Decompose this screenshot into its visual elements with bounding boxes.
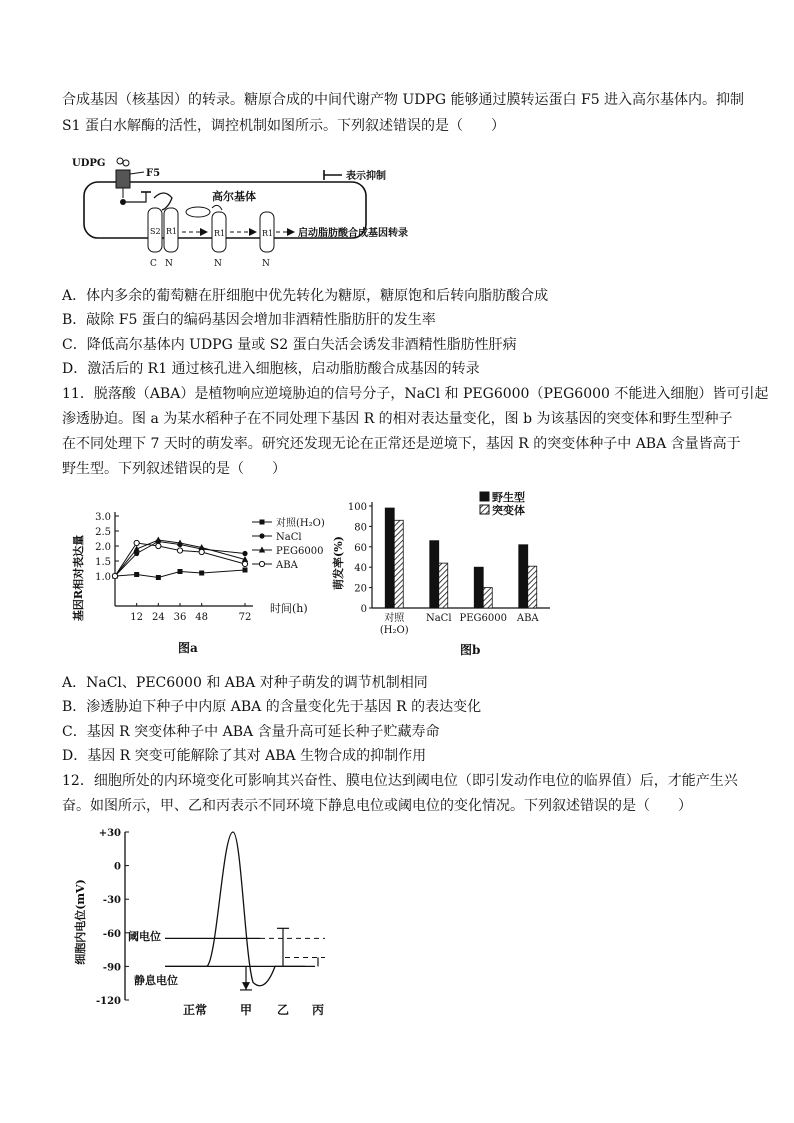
figure-a-data-point [199, 549, 204, 554]
figure-a-legend-label: PEG6000 [276, 546, 324, 557]
figure-b-bar [394, 520, 403, 608]
n-terminal-label-1: N [165, 259, 173, 269]
potential-ytick-label: -120 [95, 996, 121, 1007]
figure-b-bar [430, 541, 439, 608]
q11-option-d: D．基因 R 突变可能解除了其对 ABA 生物合成的抑制作用 [62, 748, 427, 764]
figure-b-bar-chart [330, 488, 560, 668]
figure-a-legend-label: NaCl [276, 532, 302, 543]
membrane-potential-chart [70, 822, 370, 1022]
figure-b-category-label: PEG6000 [459, 613, 507, 624]
figure-a-legend-marker [260, 520, 265, 525]
figure-a-xlabel: 时间(h) [270, 602, 308, 615]
q10-stem-line1: 合成基因（核基因）的转录。糖原合成的中间代谢产物 UDPG 能够通过膜转运蛋白 F5 进入高尔基体内。抑制 [62, 92, 745, 108]
r1-label-3: R1 [262, 229, 274, 238]
inhibition-legend: 表示抑制 [346, 171, 386, 182]
potential-category-label: 甲 [239, 1003, 253, 1017]
figure-b-legend-swatch [480, 492, 489, 501]
figure-b-legend-label: 野生型 [492, 491, 525, 504]
c-terminal-label: C [150, 259, 157, 269]
jia-arrowhead [242, 982, 250, 990]
potential-category-label: 正常 [182, 1003, 208, 1017]
figure-a-legend-label: 对照(H₂O) [276, 518, 325, 529]
q11-stem-line3: 在不同处理下 7 天时的萌发率。研究还发现无论在正常还是逆境下，基因 R 的突变体种子中 ABA 含量皆高于 [62, 436, 741, 452]
figure-b-bar [385, 508, 394, 608]
figure-b-ytick-label: 60 [354, 542, 367, 554]
figure-a-data-point [134, 572, 139, 577]
figure-a-data-point [242, 551, 247, 556]
golgi-label: 高尔基体 [212, 190, 256, 203]
q11-option-b: B．渗透胁迫下种子中内原 ABA 的含量变化先于基因 R 的表达变化 [62, 699, 482, 715]
figure-a-data-point [242, 561, 247, 566]
potential-ytick-label: -30 [102, 895, 121, 907]
figure-a-xtick-label: 12 [130, 612, 144, 623]
figure-b-ytick-label: 80 [354, 522, 367, 534]
figure-a-data-point [155, 537, 161, 543]
figure-a-ytick-label: 2.5 [95, 527, 111, 538]
figure-a-data-point [156, 543, 161, 548]
figure-b-bar [439, 563, 448, 608]
f5-label: F5 [146, 168, 161, 179]
q11-stem-line1: 11．脱落酸（ABA）是植物响应逆境胁迫的信号分子，NaCl 和 PEG6000（PEG6000 不能进入细胞）皆可引起 [62, 386, 769, 402]
activate-transcription-label: 启动脂肪酸合成基因转录 [298, 228, 408, 239]
figure-b-legend-swatch [480, 505, 489, 514]
figure-b-category-label: NaCl [425, 613, 452, 624]
figure-a-ylabel: 基因R相对表达量 [72, 534, 85, 622]
action-potential-curve [165, 832, 305, 986]
figure-a-ytick-label: 2.0 [95, 542, 111, 553]
figure-b-ytick-label: 0 [360, 604, 367, 615]
figure-a-ytick-label: 3.0 [95, 512, 111, 523]
s2-label: S2 [150, 227, 161, 236]
figure-b-category-label: ABA [516, 613, 539, 624]
q11-stem-line2: 渗透胁迫。图 a 为某水稻种子在不同处理下基因 R 的相对表达量变化，图 b 为该基因的突变体和野生型种子 [62, 411, 733, 427]
figure-a-legend-marker [259, 533, 264, 538]
figure-b-ylabel: 萌发率(%) [332, 536, 345, 590]
q10-stem-line2: S1 蛋白水解酶的活性，调控机制如图所示。下列叙述错误的是（ ） [62, 118, 505, 134]
q10-option-d: D．激活后的 R1 通过核孔进入细胞核，启动脂肪酸合成基因的转录 [62, 361, 480, 377]
figure-b-ytick-label: 40 [354, 563, 367, 575]
figure-a-caption: 图a [178, 641, 198, 655]
potential-category-label: 乙 [276, 1003, 290, 1017]
potential-ytick-label: -60 [102, 928, 121, 940]
figure-a-xtick-label: 48 [195, 612, 209, 623]
figure-b-category-label: 对照 [384, 613, 405, 624]
figure-b-ytick-label: 100 [347, 502, 367, 513]
figure-a-data-point [243, 568, 248, 573]
figure-a-xtick-label: 24 [151, 612, 165, 623]
n-terminal-label-2: N [214, 259, 222, 269]
figure-a-xtick-label: 72 [238, 612, 252, 623]
figure-b-caption: 图b [460, 643, 481, 657]
q11-option-a: A．NaCl、PEC6000 和 ABA 对种子萌发的调节机制相同 [62, 675, 428, 691]
r1-label-2: R1 [214, 229, 226, 238]
threshold-label: 阈电位 [128, 930, 161, 943]
figure-a-data-point [134, 540, 139, 545]
potential-ylabel: 细胞内电位(mV) [74, 879, 87, 965]
q12-stem-line1: 12．细胞所处的内环境变化可影响其兴奋性、膜电位达到阈电位（即引发动作电位的临界值）后，才能产生兴 [62, 773, 738, 789]
q11-stem-line4: 野生型。下列叙述错误的是（ ） [62, 461, 286, 477]
q10-option-b: B．敲除 F5 蛋白的编码基因会增加非酒精性脂肪肝的发生率 [62, 312, 436, 328]
figure-a-data-point [178, 569, 183, 574]
potential-category-label: 丙 [311, 1003, 325, 1017]
q10-option-c: C．降低高尔基体内 UDPG 量或 S2 蛋白失活会诱发非酒精性脂肪性肝病 [62, 337, 517, 353]
r1-label-1: R1 [166, 227, 178, 236]
resting-label: 静息电位 [134, 974, 178, 987]
figure-a-data-point [112, 573, 117, 578]
udpg-label: UDPG [72, 158, 106, 169]
potential-ytick-label: 0 [114, 861, 121, 873]
f5-transporter-icon [116, 170, 130, 188]
figure-b-bar [483, 588, 492, 608]
q11-option-c: C．基因 R 突变体种子中 ABA 含量升高可延长种子贮藏寿命 [62, 724, 440, 740]
figure-a-ytick-label: 1.0 [95, 572, 111, 583]
figure-b-bar [528, 566, 537, 608]
figure-a-data-point [177, 548, 182, 553]
figure-a-data-point [156, 575, 161, 580]
figure-a-legend-marker [259, 561, 264, 566]
potential-ytick-label: +30 [98, 828, 121, 839]
figure-b-legend-label: 突变体 [492, 504, 525, 517]
figure-a-xtick-label: 36 [173, 612, 187, 623]
figure-a-legend-label: ABA [276, 560, 298, 571]
figure-a-data-point [199, 571, 204, 576]
figure-b-ytick-label: 20 [354, 583, 367, 595]
q10-option-a: A．体内多余的葡萄糖在肝细胞中优先转化为糖原，糖原饱和后转向脂肪酸合成 [62, 288, 549, 304]
golgi-mechanism-diagram [62, 150, 502, 270]
q12-stem-line2: 奋。如图所示，甲、乙和丙表示不同环境下静息电位或阈电位的变化情况。下列叙述错误的是（ ） [62, 798, 692, 814]
potential-ytick-label: -90 [102, 962, 121, 974]
figure-a-ytick-label: 1.5 [95, 557, 111, 568]
n-terminal-label-3: N [262, 259, 270, 269]
figure-b-bar [474, 567, 483, 608]
figure-a-line-chart [70, 488, 350, 668]
figure-b-bar [519, 545, 528, 608]
figure-b-category-label: (H₂O) [379, 625, 409, 636]
